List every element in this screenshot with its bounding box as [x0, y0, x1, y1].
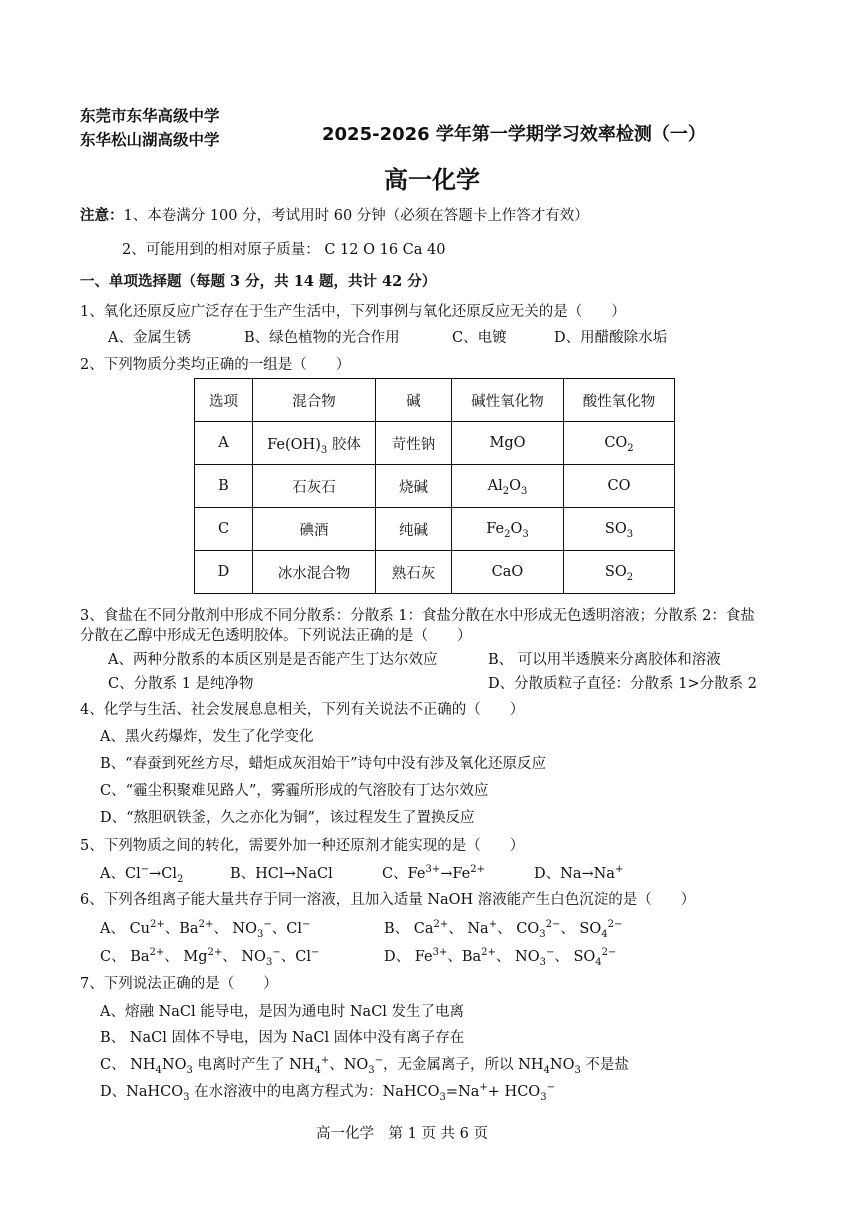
- notice-text-1: 1、本卷满分 100 分，考试用时 60 分钟（必须在答题卡上作答才有效）: [123, 208, 589, 224]
- q1-option-b: B、绿色植物的光合作用: [244, 330, 400, 346]
- table-row: [195, 465, 675, 508]
- q6-option-b: B、 $Ca^{2+}$、 Na+、 $CO_3^{2-}$、 $SO_4^{2-}$: [384, 919, 623, 940]
- q4-option-c: C、“霾尘积聚难见路人”，雾霾所形成的气溶胶有丁达尔效应: [100, 783, 489, 799]
- table-cell: $SO_2$: [564, 551, 675, 594]
- q5-option-c: C、$Fe^{3+}\to Fe^{2+}$: [382, 864, 485, 882]
- q4-option-b: B、“春蚕到死丝方尽，蜡炬成灰泪始干”诗句中没有涉及氧化还原反应: [100, 756, 546, 772]
- table-cell: CO: [564, 465, 675, 508]
- q6-option-d: D、 $Fe^{3+}$、$Ba^{2+}$、 $NO_3^-$、 $SO_4^{2-}$: [384, 947, 617, 968]
- notice-label: 注意：: [80, 207, 124, 224]
- table-cell: 苛性钠: [376, 422, 452, 465]
- q3-option-d: D、分散质粒子直径：分散系 1>分散系 2: [488, 676, 757, 692]
- exam-title: 2025-2026 学年第一学期学习效率检测（一）: [322, 124, 706, 145]
- q3-option-c: C、分散系 1 是纯净物: [108, 676, 254, 692]
- section-heading: 一、单项选择题（每题 3 分，共 14 题，共计 42 分）: [80, 273, 437, 290]
- table-row: [195, 508, 675, 551]
- q6-option-c: C、 $Ba^{2+}$、 $Mg^{2+}$、 $NO_3^-$、Cl−: [100, 947, 320, 968]
- table-cell: 纯碱: [376, 508, 452, 551]
- table-cell: 烧碱: [376, 465, 452, 508]
- q1-option-a: A、金属生锈: [108, 330, 191, 346]
- subject-title: 高一化学: [384, 166, 480, 194]
- question-5-stem: 5、下列物质之间的转化，需要外加一种还原剂才能实现的是（ ）: [80, 838, 525, 854]
- table-cell: $Al_2O_3$: [452, 465, 564, 508]
- q6-option-a: A、 $Cu^{2+}$、$Ba^{2+}$、 $NO_3^-$、Cl−: [100, 919, 311, 940]
- q4-option-a: A、黑火药爆炸，发生了化学变化: [100, 729, 314, 745]
- table-header: 碱: [376, 379, 452, 422]
- table-cell: MgO: [452, 422, 564, 465]
- school-name-1: 东莞市东华高级中学: [80, 107, 220, 125]
- question-7-stem: 7、下列说法正确的是（ ）: [80, 976, 278, 992]
- table-cell: C: [195, 508, 253, 551]
- table-header-row: [195, 379, 675, 422]
- table-cell: 石灰石: [253, 465, 376, 508]
- table-header: 混合物: [253, 379, 376, 422]
- q1-option-d: D、用醋酸除水垢: [554, 330, 668, 346]
- table-cell: 冰水混合物: [253, 551, 376, 594]
- notice-line-1: [80, 204, 589, 225]
- q1-option-c: C、电镀: [452, 330, 507, 346]
- table-cell: CaO: [452, 551, 564, 594]
- table-cell: $Fe(OH)_3$ 胶体: [253, 422, 376, 465]
- classification-table: [194, 378, 675, 594]
- question-4-stem: 4、化学与生活、社会发展息息相关，下列有关说法不正确的（ ）: [80, 702, 525, 718]
- q3-option-b: B、 可以用半透膜来分离胶体和溶液: [488, 652, 721, 668]
- question-6-stem: 6、下列各组离子能大量共存于同一溶液，且加入适量 NaOH 溶液能产生白色沉淀的是（ ）: [80, 892, 696, 908]
- question-3-line-2: 分散在乙醇中形成无色透明胶体。下列说法正确的是（ ）: [80, 628, 472, 644]
- page-footer: 高一化学 第 1 页 共 6 页: [316, 1126, 488, 1142]
- q3-option-a: A、两种分散系的本质区别是是否能产生丁达尔效应: [108, 652, 438, 668]
- table-header: 碱性氧化物: [452, 379, 564, 422]
- table-cell: A: [195, 422, 253, 465]
- q7-option-c: C、 $NH_4NO_3$ 电离时产生了 $NH_4^+$、$NO_3^-$，无金属离子，所以 $NH_4NO_3$ 不是盐: [100, 1055, 629, 1076]
- table-cell: B: [195, 465, 253, 508]
- table-cell: 熟石灰: [376, 551, 452, 594]
- school-name-2: 东华松山湖高级中学: [80, 131, 220, 149]
- table-row: [195, 422, 675, 465]
- question-1-stem: 1、氧化还原反应广泛存在于生产生活中，下列事例与氧化还原反应无关的是（ ）: [80, 304, 626, 320]
- table-cell: D: [195, 551, 253, 594]
- q5-option-b: B、HCl→NaCl: [230, 866, 333, 882]
- q7-option-a: A、熔融 NaCl 能导电，是因为通电时 NaCl 发生了电离: [100, 1004, 465, 1020]
- table-cell: 碘酒: [253, 508, 376, 551]
- notice-line-2: 2、可能用到的相对原子质量： C 12 O 16 Ca 40: [122, 242, 446, 258]
- q5-option-d: D、Na→Na+: [534, 864, 624, 882]
- table-row: [195, 551, 675, 594]
- table-cell: $Fe_2O_3$: [452, 508, 564, 551]
- table-header: 酸性氧化物: [564, 379, 675, 422]
- q7-option-b: B、 NaCl 固体不导电，因为 NaCl 固体中没有离子存在: [100, 1030, 465, 1046]
- colloid-label: 胶体: [331, 436, 361, 453]
- question-3-line-1: 3、食盐在不同分散剂中形成不同分散系：分散系 1：食盐分散在水中形成无色透明溶液；分散系 2：食盐: [80, 608, 755, 624]
- q7-option-d: D、NaHCO$_3$ 在水溶液中的电离方程式为：NaHCO$_3$=Na++ $HCO_3^-$: [100, 1082, 555, 1103]
- table-cell: $CO_2$: [564, 422, 675, 465]
- q4-option-d: D、“熬胆矾铁釜，久之亦化为铜”，该过程发生了置换反应: [100, 810, 475, 826]
- table-cell: $SO_3$: [564, 508, 675, 551]
- table-header: 选项: [195, 379, 253, 422]
- q5-option-a: A、$Cl^-\to Cl_2$: [100, 864, 184, 885]
- question-2-stem: 2、下列物质分类均正确的一组是（ ）: [80, 357, 351, 373]
